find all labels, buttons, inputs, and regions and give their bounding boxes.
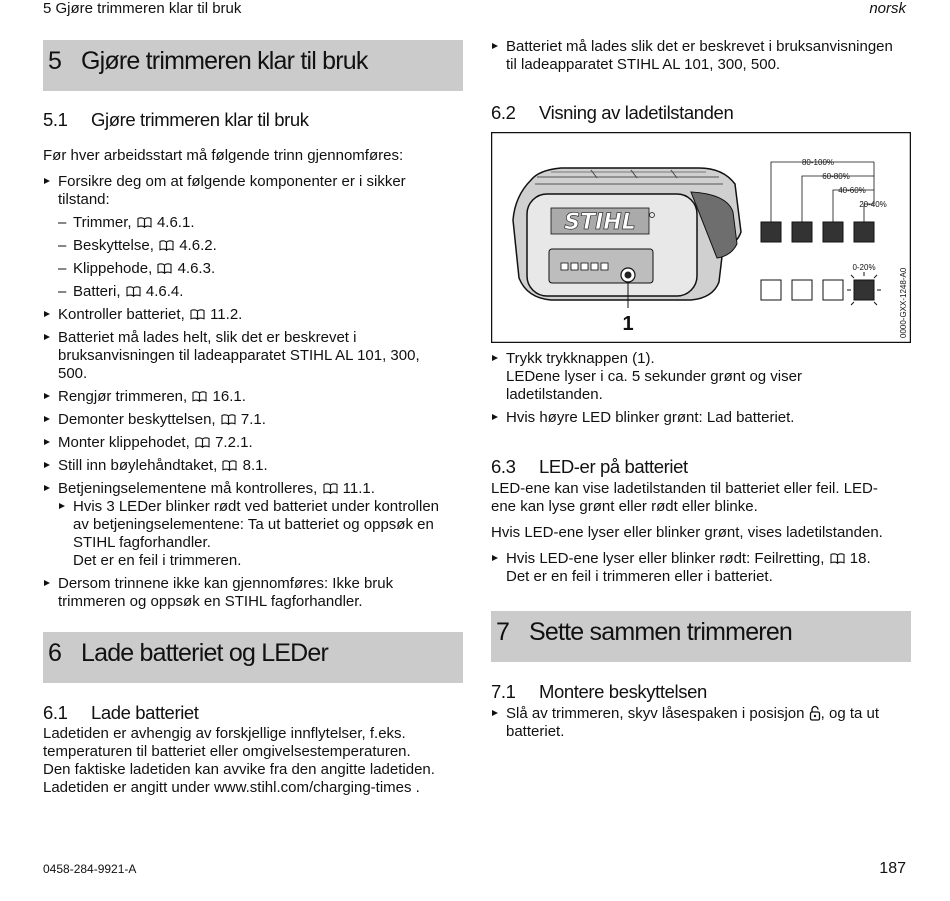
list-item <box>491 350 921 404</box>
section-title: Montere beskyttelsen <box>539 681 707 702</box>
book-icon <box>222 460 237 471</box>
cross-reference[interactable]: 18. <box>849 550 871 567</box>
cross-reference[interactable]: 11.1. <box>342 480 375 497</box>
led-2-on <box>792 222 812 242</box>
list-item <box>43 260 468 278</box>
cross-reference[interactable]: 7.2.1. <box>215 434 253 451</box>
list-item <box>43 434 468 452</box>
body-line: Hvis LED-ene lyser eller blinker grønt, vises ladetilstanden. <box>491 524 883 541</box>
led-2-off <box>792 280 812 300</box>
list-text: Dersom trinnene ikke kan gjennomføres: Ikke bruk <box>58 575 394 592</box>
list-text: Beskyttelse, <box>73 237 154 254</box>
chapter-title: Lade batteriet og LEDer <box>81 639 329 667</box>
cross-reference[interactable]: 16.1. <box>212 388 246 405</box>
list-text: , og ta ut <box>820 705 880 722</box>
chapter-title: Sette sammen trimmeren <box>529 618 793 646</box>
list-text: Det er en feil i trimmeren eller i batteriet. <box>506 568 773 585</box>
cross-reference[interactable]: 4.6.4. <box>145 283 184 300</box>
section-number: 6.3 <box>491 456 516 477</box>
list-text: Klippehode, <box>73 260 153 277</box>
list-item <box>43 173 468 209</box>
led-3-on <box>823 222 843 242</box>
chapter-number: 5 <box>48 47 62 75</box>
chapter-title: Gjøre trimmeren klar til bruk <box>81 47 368 75</box>
page-number: 187 <box>879 860 906 877</box>
list-item <box>43 457 468 475</box>
body-line: ene kan lyse grønt eller rødt eller blinke. <box>491 498 758 515</box>
section-5-1-body <box>43 147 468 611</box>
section-6-2-heading <box>491 102 733 124</box>
battery-illustration <box>491 132 911 343</box>
running-header-title: 5 Gjøre trimmeren klar til bruk <box>43 0 242 17</box>
charge-level-figure <box>491 132 911 343</box>
unlock-icon <box>809 705 821 721</box>
book-icon <box>137 217 152 228</box>
list-text: ladetilstanden. <box>506 386 603 403</box>
list-text: 500. <box>58 365 88 382</box>
list-text: Demonter beskyttelsen, <box>58 411 216 428</box>
list-text: Batteriet må lades slik det er beskrevet i bruksanvisningen <box>506 38 893 55</box>
list-text: STIHL fagforhandler. <box>73 534 211 551</box>
cross-reference[interactable]: 4.6.3. <box>177 260 216 277</box>
book-icon <box>830 553 845 564</box>
book-icon <box>157 263 172 274</box>
section-title: Lade batteriet <box>91 702 199 723</box>
section-number: 7.1 <box>491 681 516 702</box>
list-item <box>491 38 921 74</box>
section-6-1-heading <box>43 702 199 724</box>
list-item <box>491 550 921 586</box>
section-number: 5.1 <box>43 109 68 130</box>
section-6-3-heading <box>491 456 688 478</box>
list-item <box>43 329 468 383</box>
list-item <box>491 409 921 427</box>
list-item <box>43 214 468 232</box>
list-text: Forsikre deg om at følgende komponenter er i sikker <box>58 173 406 190</box>
charger-instruction <box>491 38 921 74</box>
cross-reference[interactable]: 7.1. <box>240 411 266 428</box>
led-3-off <box>823 280 843 300</box>
sub-list-item <box>43 498 468 570</box>
book-icon <box>195 437 210 448</box>
book-icon <box>221 414 236 425</box>
section-title: LED-er på batteriet <box>539 456 688 477</box>
list-text: Trimmer, <box>73 214 132 231</box>
list-text: Trykk trykknappen (1). <box>506 350 655 367</box>
led-4-on <box>854 222 874 242</box>
list-text: Still inn bøylehåndtaket, <box>58 457 218 474</box>
chapter-7-heading <box>491 611 911 662</box>
list-text: Det er en feil i trimmeren. <box>73 552 242 569</box>
led-4-blinking <box>854 280 874 300</box>
level-label-0-20: 0-20% <box>852 263 876 272</box>
level-label-80-100: 80-100% <box>801 158 835 167</box>
body-line: temperaturen til batteriet eller omgivelsestemperaturen. <box>43 743 411 760</box>
section-title: Gjøre trimmeren klar til bruk <box>91 109 309 130</box>
list-text: Hvis 3 LEDer blinker rødt ved batteriet under kontrollen <box>73 498 440 515</box>
body-line: Ladetiden er angitt under www.stihl.com/charging-times . <box>43 779 420 796</box>
body-line: Ladetiden er avhengig av forskjellige innflytelser, f.eks. <box>43 725 406 742</box>
book-icon <box>190 309 205 320</box>
chapter-6-heading <box>43 632 463 683</box>
list-text: Hvis høyre LED blinker grønt: Lad batteriet. <box>506 409 795 426</box>
chapter-5-heading <box>43 40 463 91</box>
book-icon <box>323 483 338 494</box>
figure-code: 0000-GXX-1248-A0 <box>899 267 908 338</box>
level-label-20-40: 20-40% <box>859 200 887 209</box>
list-text: Rengjør trimmeren, <box>58 388 188 405</box>
list-text: LEDene lyser i ca. 5 sekunder grønt og viser <box>506 368 802 385</box>
body-line: LED-ene kan vise ladetilstanden til batteriet eller feil. LED- <box>491 480 878 497</box>
book-icon <box>192 391 207 402</box>
callout-number: 1 <box>622 313 634 335</box>
brand-logo: STIHL <box>564 210 636 235</box>
cross-reference[interactable]: 4.6.2. <box>179 237 217 254</box>
section-6-1-body <box>43 725 468 797</box>
list-text: Kontroller batteriet, <box>58 306 185 323</box>
section-5-1-heading <box>43 109 309 131</box>
book-icon <box>126 286 141 297</box>
list-text: trimmeren og oppsøk en STIHL fagforhandler. <box>58 593 363 610</box>
section-6-3-body <box>491 480 921 586</box>
book-icon <box>159 240 174 251</box>
cross-reference[interactable]: 11.2. <box>210 306 243 323</box>
document-number: 0458-284-9921-A <box>43 862 137 876</box>
level-label-60-80: 60-80% <box>822 172 850 181</box>
list-item <box>43 388 468 406</box>
list-text: til ladeapparatet STIHL AL 101, 300, 500. <box>506 56 781 73</box>
list-item <box>43 306 468 324</box>
list-text: batteriet. <box>506 723 565 740</box>
section-number: 6.1 <box>43 702 68 723</box>
level-label-40-60: 40-60% <box>838 186 866 195</box>
list-text: Monter klippehodet, <box>58 434 190 451</box>
section-number: 6.2 <box>491 102 516 123</box>
list-item <box>43 480 468 498</box>
list-item <box>491 705 921 741</box>
list-item <box>43 283 468 301</box>
list-text: Betjeningselementene må kontrolleres, <box>58 480 318 497</box>
section-7-1-body <box>491 705 921 741</box>
list-text: bruksanvisningen til ladeapparatet STIHL AL 101, 300, <box>58 347 420 364</box>
list-text: Slå av trimmeren, skyv låsespaken i posisjon <box>506 705 805 722</box>
led-1-off <box>761 280 781 300</box>
list-item <box>43 575 468 611</box>
intro-text: Før hver arbeidsstart må følgende trinn gjennomføres: <box>43 147 404 164</box>
list-text: Hvis LED-ene lyser eller blinker rødt: Feilretting, <box>506 550 825 567</box>
running-header-language: norsk <box>869 0 906 17</box>
list-text: Batteri, <box>73 283 121 300</box>
list-item <box>43 237 468 255</box>
chapter-number: 6 <box>48 639 62 667</box>
body-line: Den faktiske ladetiden kan avvike fra den angitte ladetiden. <box>43 761 435 778</box>
cross-reference[interactable]: 4.6.1. <box>156 214 195 231</box>
chapter-number: 7 <box>496 618 510 646</box>
list-text: av betjeningselementene: Ta ut batteriet og oppsøk en <box>73 516 434 533</box>
led-1-on <box>761 222 781 242</box>
list-text: Batteriet må lades helt, slik det er beskrevet i <box>58 329 357 346</box>
section-6-2-body <box>491 350 921 427</box>
list-text: tilstand: <box>58 191 110 208</box>
list-item <box>43 411 468 429</box>
section-7-1-heading <box>491 681 707 703</box>
section-title: Visning av ladetilstanden <box>539 102 734 123</box>
cross-reference[interactable]: 8.1. <box>242 457 268 474</box>
